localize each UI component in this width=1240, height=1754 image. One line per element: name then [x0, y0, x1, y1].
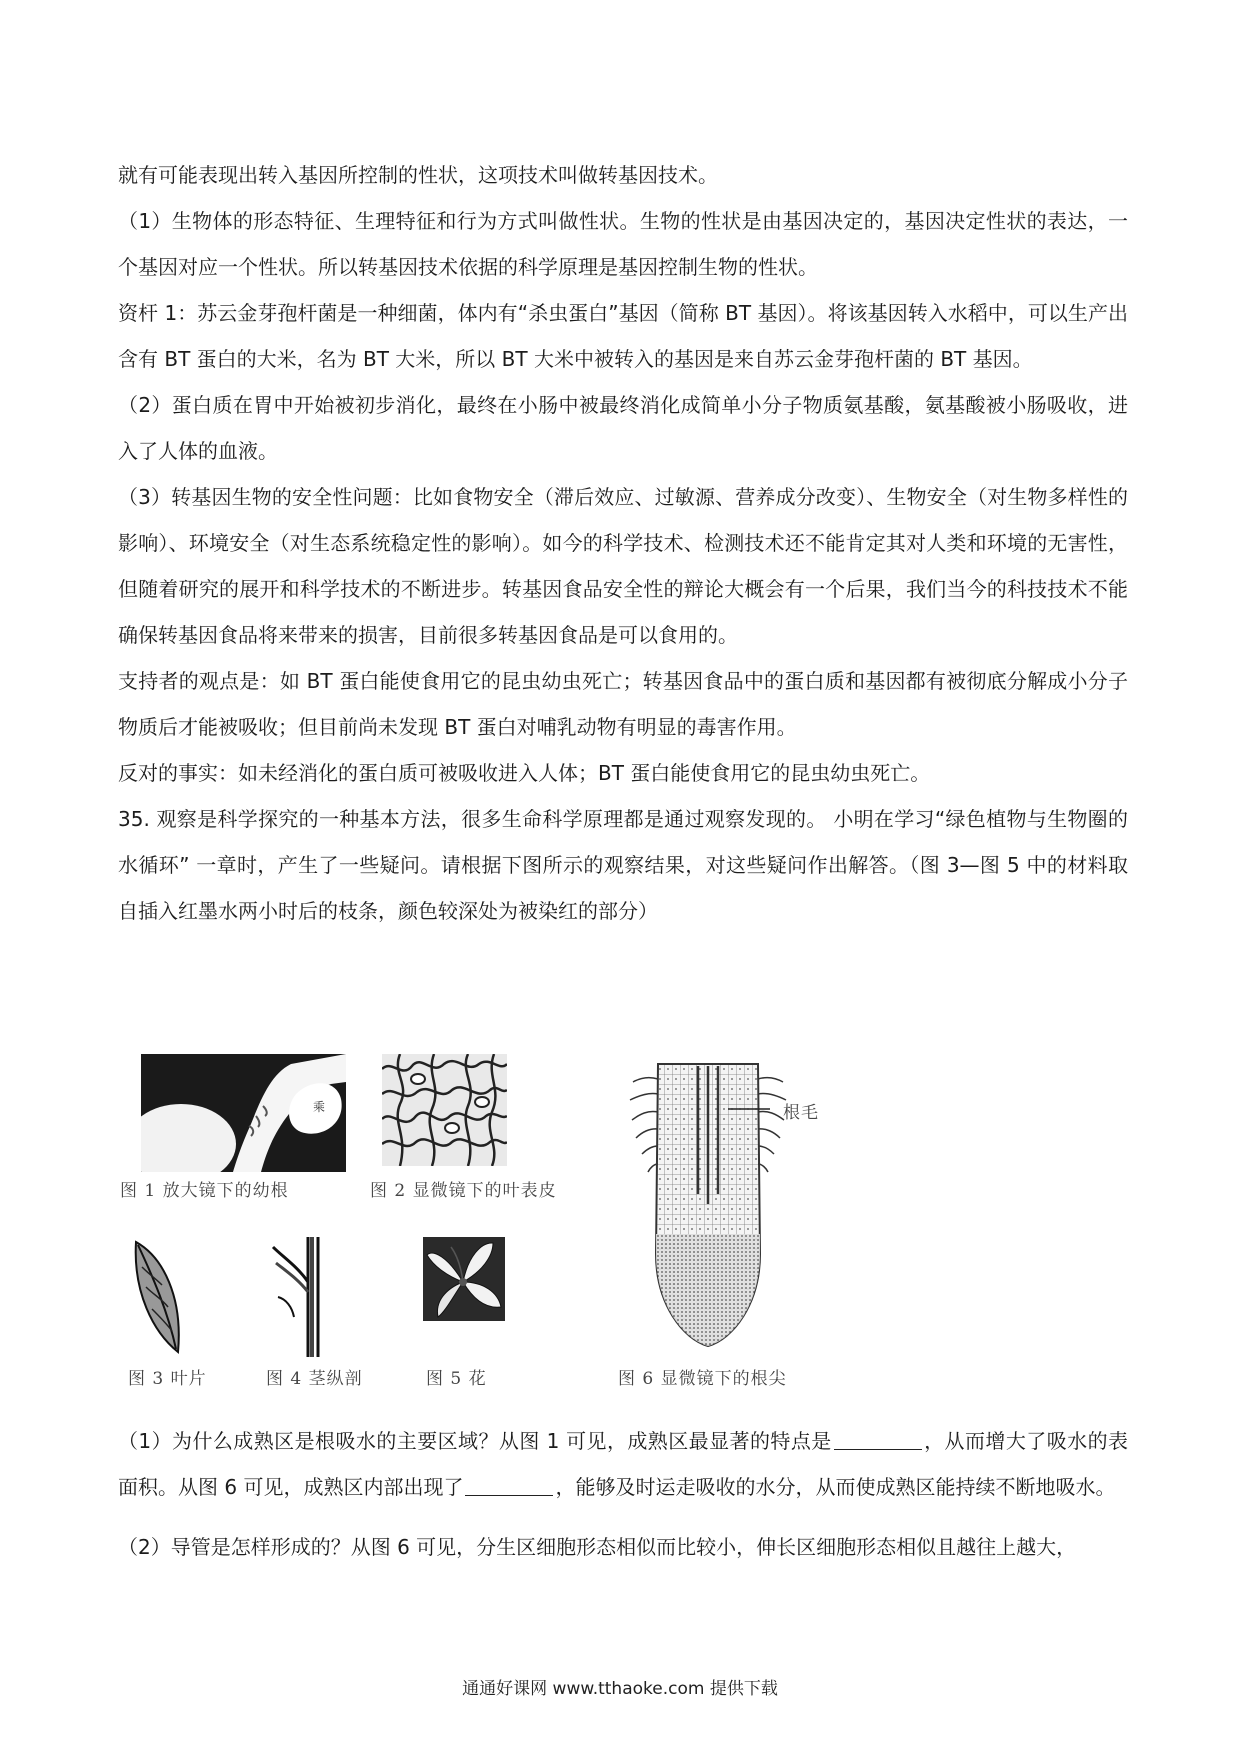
paragraph-material-1: 资杆 1：苏云金芽孢杆菌是一种细菌，体内有“杀虫蛋白”基因（简称 BT 基因）。将该基因转入水稻中，可以生产出含有 BT 蛋白的大米，名为 BT 大米，所以 BT 大米中被转入的基因是来自苏云金芽孢杆菌的 BT 基因。 — [118, 301, 1128, 371]
answer-blank-2[interactable] — [465, 1475, 553, 1496]
figure-1-root-image — [141, 1054, 346, 1172]
figure-1-caption: 图 1 放大镜下的幼根 — [120, 1181, 289, 1201]
figure-5-caption: 图 5 花 — [426, 1369, 487, 1389]
observation-figure — [118, 1054, 1128, 1419]
paragraph-supporters: 支持者的观点是：如 BT 蛋白能使食用它的昆虫幼虫死亡；转基因食品中的蛋白质和基因都有被彻底分解成小分子物质后才能被吸收；但目前尚未发现 BT 蛋白对哺乳动物有明显的毒害作用。 — [118, 669, 1128, 739]
paragraph-answer-2: （2）蛋白质在胃中开始被初步消化，最终在小肠中被最终消化成简单小分子物质氨基酸，氨基酸被小肠吸收，进入了人体的血液。 — [118, 393, 1128, 463]
figure-2-caption: 图 2 显微镜下的叶表皮 — [370, 1181, 557, 1201]
paragraph-intro: 就有可能表现出转入基因所控制的性状，这项技术叫做转基因技术。 — [118, 163, 718, 187]
body-text — [118, 152, 1128, 934]
figure-5-flower-image — [423, 1237, 505, 1321]
question-2: （2）导管是怎样形成的？从图 6 可见，分生区细胞形态相似而比较小，伸长区细胞形态相似且越往上越大， — [118, 1535, 1077, 1559]
paragraph-question-35: 35. 观察是科学探究的一种基本方法，很多生命科学原理都是通过观察发现的。 小明在学习“绿色植物与生物圈的水循环” 一章时，产生了一些疑问。请根据下图所示的观察结果，对这些疑问作出解答。（图 3—图 5 中的材料取自插入红墨水两小时后的枝条，颜色较深处为被染红的部分） — [118, 807, 1128, 923]
figure-6-caption: 图 6 显微镜下的根尖 — [618, 1369, 787, 1389]
figure-4-caption: 图 4 茎纵剖 — [266, 1369, 363, 1389]
question-1-part-a: （1）为什么成熟区是根吸水的主要区域？从图 1 可见，成熟区最显著的特点是 — [118, 1429, 832, 1453]
root-hair-label: 根毛 — [783, 1103, 819, 1123]
figure-3-caption: 图 3 叶片 — [128, 1369, 207, 1389]
paragraph-opponents: 反对的事实：如未经消化的蛋白质可被吸收进入人体；BT 蛋白能使食用它的昆虫幼虫死亡。 — [118, 761, 931, 785]
figure-6-root-tip-image — [608, 1054, 808, 1354]
figure-2-leaf-epidermis-image — [382, 1054, 507, 1166]
answer-blank-1[interactable] — [834, 1429, 922, 1450]
figure-3-leaf-image — [128, 1237, 188, 1357]
question-1-part-b: ，从而增大了吸水的表面积。从图 6 可见，成熟区内部出现了 — [118, 1429, 1128, 1499]
question-1 — [118, 1418, 1128, 1510]
paragraph-answer-1: （1）生物体的形态特征、生理特征和行为方式叫做性状。生物的性状是由基因决定的，基因决定性状的表达，一个基因对应一个性状。所以转基因技术依据的科学原理是基因控制生物的性状。 — [118, 209, 1128, 279]
question-1-part-c: ，能够及时运走吸收的水分，从而使成熟区能持续不断地吸水。 — [555, 1475, 1116, 1499]
figure-4-stem-section-image — [268, 1237, 338, 1357]
questions-block — [118, 1418, 1128, 1570]
page-footer: 通通好课网 www.tthaoke.com 提供下载 — [462, 1679, 778, 1699]
paragraph-answer-3: （3）转基因生物的安全性问题：比如食物安全（滞后效应、过敏源、营养成分改变）、生物安全（对生物多样性的影响）、环境安全（对生态系统稳定性的影响）。如今的科学技术、检测技术还不能肯定其对人类和环境的无害性，但随着研究的展开和科学技术的不断进步。转基因食品安全性的辩论大概会有一个后果，我们当今的科技技术不能确保转基因食品将来带来的损害，目前很多转基因食品是可以食用的。 — [118, 485, 1128, 647]
svg-text:乘: 乘 — [313, 1100, 326, 1114]
